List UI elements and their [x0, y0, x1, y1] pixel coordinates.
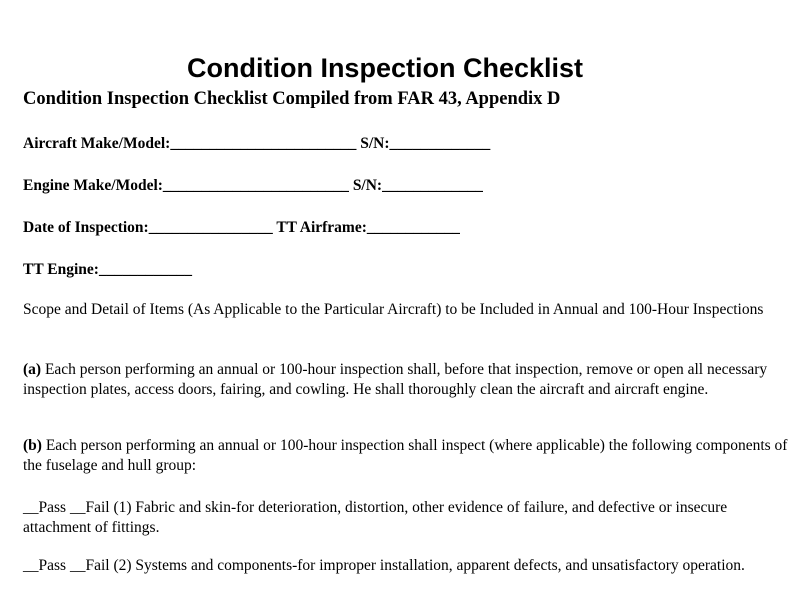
section-a-label: (a)	[23, 361, 42, 378]
scope-paragraph: Scope and Detail of Items (As Applicable to the Particular Aircraft) to be Included in Annual and 100-Hour Inspections	[23, 301, 764, 318]
engine-make-model-field[interactable]: Engine Make/Model:________________________	[23, 177, 349, 194]
checklist-item	[23, 556, 788, 576]
document-title: Condition Inspection Checklist	[186, 53, 584, 83]
tt-engine-field[interactable]: TT Engine:____________	[23, 261, 192, 278]
checklist-item	[23, 498, 788, 537]
checklist-item-text: (1) Fabric and skin-for deterioration, distortion, other evidence of failure, and defective or insecure attachment of fittings.	[23, 499, 728, 536]
tt-engine-line	[23, 260, 192, 279]
section-b-paragraph	[23, 436, 788, 475]
pass-checkbox[interactable]: __Pass	[23, 499, 67, 516]
section-b-label: (b)	[23, 437, 42, 454]
aircraft-info-line	[23, 134, 490, 153]
inspection-info-line	[23, 218, 460, 237]
fail-checkbox[interactable]: __Fail	[69, 557, 110, 574]
tt-airframe-field[interactable]: TT Airframe:____________	[276, 219, 460, 236]
fail-checkbox[interactable]: __Fail	[69, 499, 110, 516]
section-a-text: Each person performing an annual or 100-hour inspection shall, before that inspection, remove or open all necessary inspection plates, access doors, fairing, and cowling. He shall thoroughly clean the aircraft and aircraft engine.	[23, 361, 768, 398]
engine-info-line	[23, 176, 483, 195]
date-of-inspection-field[interactable]: Date of Inspection:________________	[23, 219, 273, 236]
checklist-item-text: (2) Systems and components-for improper installation, apparent defects, and unsatisfactory operation.	[113, 557, 745, 574]
section-a-paragraph	[23, 360, 788, 399]
document-subtitle: Condition Inspection Checklist Compiled from FAR 43, Appendix D	[23, 89, 561, 109]
section-b-text: Each person performing an annual or 100-hour inspection shall inspect (where applicable) the following components of the fuselage and hull group:	[23, 437, 788, 474]
aircraft-sn-field[interactable]: S/N:_____________	[360, 135, 491, 152]
pass-checkbox[interactable]: __Pass	[23, 557, 67, 574]
aircraft-make-model-field[interactable]: Aircraft Make/Model:________________________	[23, 135, 357, 152]
engine-sn-field[interactable]: S/N:_____________	[352, 177, 483, 194]
